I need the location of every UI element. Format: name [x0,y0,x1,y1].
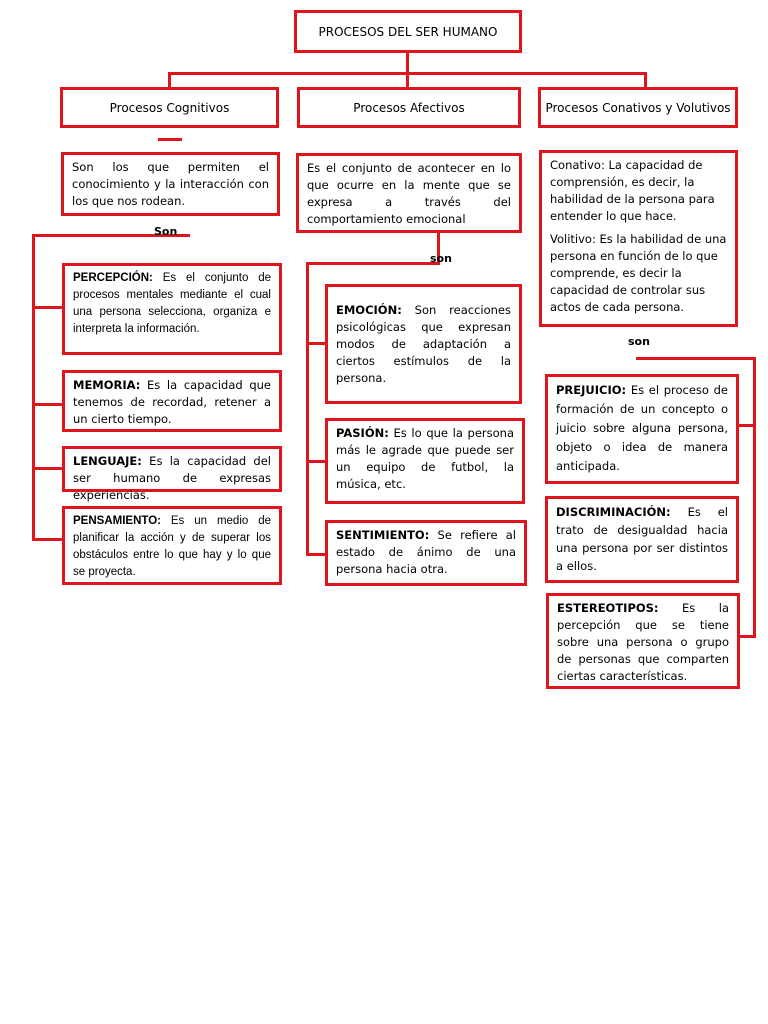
page-title: PROCESOS DEL SER HUMANO [318,24,498,39]
col2-branch-2 [306,460,326,463]
item-term: EMOCIÓN: [336,302,402,317]
title-box [294,10,522,53]
title-stem [406,52,409,74]
header-cognitivos [60,87,279,128]
item-term: MEMORIA: [73,378,141,392]
item-term: PREJUICIO: [556,383,627,397]
item-text: Es el conjunto de procesos mentales mediante el cual una persona selecciona, organiza e interpreta la información. [73,272,271,335]
item-prejuicio [545,374,739,484]
item-text: Se refiere al estado de ánimo de una persona hacia otra. [336,528,516,576]
col3-branch-3 [739,635,755,638]
item-text: Es el trato de desigualdad hacia una persona por ser distintos a ellos. [556,505,728,573]
stem-col3 [644,72,647,88]
item-term: ESTEREOTIPOS: [557,601,659,615]
col2-spine [306,262,309,556]
definition-volitivo-text: Volitivo: Es la habilidad de una persona en función de lo que comprende, es decir la capacidad de controlar sus actos de cada persona. [550,232,727,314]
definition-conativos [539,150,738,327]
stem-col2 [406,72,409,88]
col2-branch-1 [306,342,326,345]
item-estereotipos [546,593,740,689]
item-memoria [62,370,282,432]
item-term: SENTIMIENTO: [336,528,430,542]
col1-branch-4 [32,538,62,541]
col1-branch-2 [32,403,62,406]
item-term: DISCRIMINACIÓN: [556,505,671,519]
col1-dash [158,138,182,141]
item-text: Es la capacidad del ser humano de expresas experiencias. [73,454,271,502]
header-afectivos [297,87,521,128]
definition-cognitivos-text: Son los que permiten el conocimiento y la interacción con los que nos rodean. [72,160,269,208]
definition-afectivos [296,153,522,233]
item-emocion [325,284,522,404]
col2-spine-top [306,262,440,265]
item-text: Son reacciones psicológicas que expresan modos de adaptación a ciertos estímulos de la persona. [336,302,511,385]
connector-cognitivos: Son [154,225,178,238]
item-lenguaje [62,446,282,502]
item-term: PENSAMIENTO: [73,515,161,527]
col1-spine [32,234,35,540]
col3-spine-top [636,357,756,360]
item-term: LENGUAJE: [73,454,142,468]
header-afectivos-label: Procesos Afectivos [353,100,465,115]
item-term: PASIÓN: [336,426,389,440]
item-pasion [325,418,525,504]
header-conativos-label: Procesos Conativos y Volutivos [545,100,731,115]
col2-branch-3 [306,553,326,556]
item-term: PERCEPCIÓN: [73,272,153,284]
definition-conativo-text: Conativo: La capacidad de comprensión, es decir, la habilidad de la persona para entender lo que hace. [550,158,715,223]
item-text: Es lo que la persona más le agrade que puede ser un equipo de futbol, la música, etc. [336,426,515,491]
col1-branch-3 [32,467,62,470]
header-cognitivos-label: Procesos Cognitivos [109,100,230,115]
item-percepcion [62,263,282,355]
item-text: Es la percepción que se tiene sobre una persona o grupo de personas que comparten ciertas características. [557,601,730,683]
item-text: Es el proceso de formación de un concepto o juicio sobre alguna persona, objeto o idea de manera anticipada. [556,383,729,473]
definition-cognitivos [61,152,280,216]
header-conativos [538,87,738,128]
stem-col1 [168,72,171,88]
connector-conativos: son [628,335,650,348]
item-discriminacion [545,496,739,583]
col3-spine [753,357,756,638]
col3-branch-1 [739,424,755,427]
col1-branch-1 [32,306,62,309]
item-text: Es un medio de planificar la acción y de superar los obstáculos entre lo que hay y lo que se proyecta. [73,515,271,578]
item-pensamiento [62,506,282,585]
item-text: Es la capacidad que tenemos de recordad, retener a un cierto tiempo. [73,378,272,426]
definition-afectivos-text: Es el conjunto de acontecer en lo que ocurre en la mente que se expresa a través del comportamiento emocional [307,161,511,226]
item-sentimiento [325,520,527,586]
connector-afectivos: son [430,252,452,265]
